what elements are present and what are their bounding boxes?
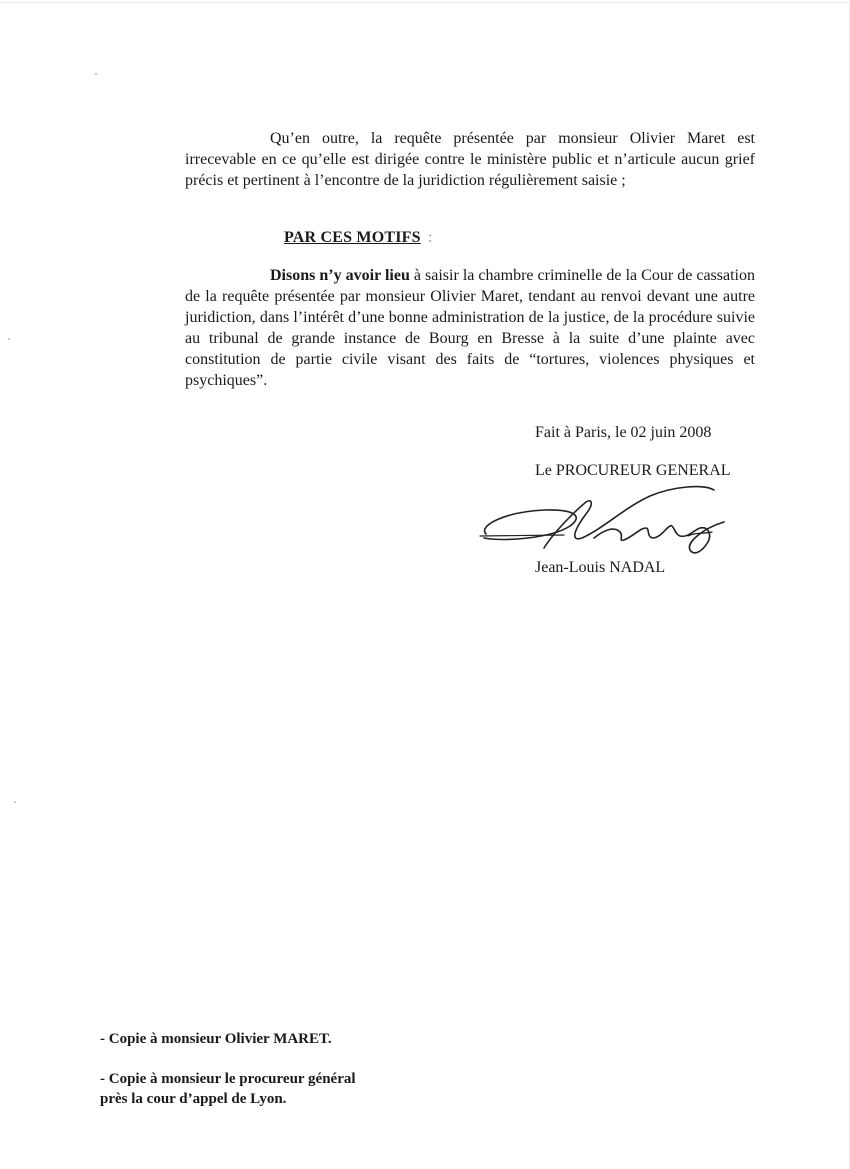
section-heading-punct: : xyxy=(428,229,433,246)
copy-recipient-2-line1: - Copie à monsieur le procureur général xyxy=(100,1071,356,1087)
scan-speck xyxy=(95,73,97,75)
scan-top-edge xyxy=(0,2,850,3)
paragraph-grounds-text: Qu’en outre, la requête présentée par monsieur Olivier Maret est irrecevable en ce qu’elle est dirigée contre le ministère public et n’articule aucun grief précis et pertinent à l’encontre de la juridiction régulièrement saisie ; xyxy=(185,130,755,189)
copy-recipient-2-line2: près la cour d’appel de Lyon. xyxy=(100,1091,287,1107)
copy-recipient-1: - Copie à monsieur Olivier MARET. xyxy=(100,1031,332,1047)
signer-title: Le PROCUREUR GENERAL xyxy=(535,462,731,479)
paragraph-decision xyxy=(185,265,755,391)
scan-speck xyxy=(14,801,16,803)
decision-lead: Disons n’y avoir lieu xyxy=(270,267,410,284)
paragraph-grounds xyxy=(185,128,755,191)
signer-name: Jean-Louis NADAL xyxy=(535,559,666,576)
copy-recipient-2 xyxy=(100,1069,356,1109)
section-heading: PAR CES MOTIFS xyxy=(284,229,421,246)
handwritten-signature xyxy=(474,482,744,562)
place-date: Fait à Paris, le 02 juin 2008 xyxy=(535,424,712,441)
scan-speck xyxy=(8,338,10,340)
decision-text: à saisir la chambre criminelle de la Cour de cassation de la requête présentée par monsieur Olivier Maret, tendant au renvoi devant une autre juridiction, dans l’intérêt d’une bonne administration de la justice, de la procédure suivie au tribunal de grande instance de Bourg en Bresse à la suite d’une plainte avec constitution de partie civile visant des faits de “tortures, violences physiques et psychiques”. xyxy=(185,267,755,389)
